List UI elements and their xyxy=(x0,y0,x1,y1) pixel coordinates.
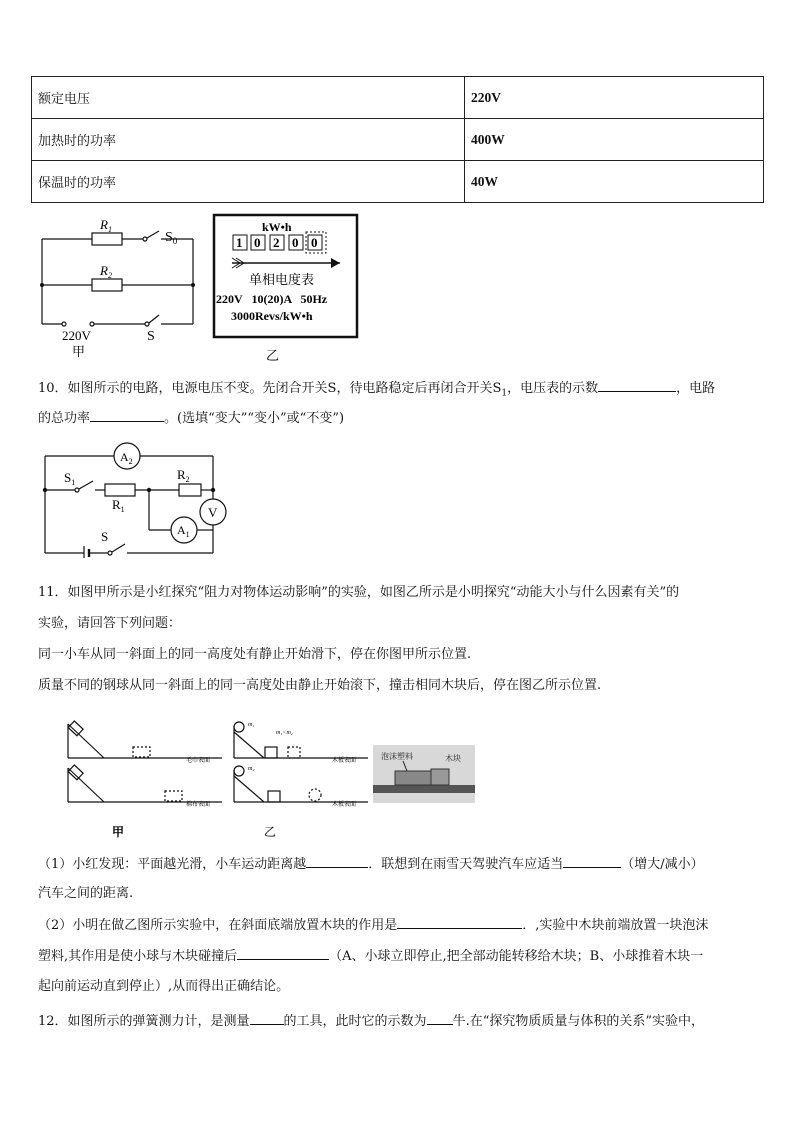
spec-table xyxy=(31,76,764,203)
answer-blank[interactable] xyxy=(90,409,164,422)
meter-digit: 0 xyxy=(292,235,299,250)
answer-blank[interactable] xyxy=(563,855,621,868)
question-12-line-1: 12．如图所示的弹簧测力计，是测量 的工具，此时它的示数为 牛.在“探究物质质量与体积的关系”实验中， xyxy=(38,1014,704,1029)
table-row xyxy=(32,119,764,161)
table-cell-label: 额定电压 xyxy=(32,77,465,119)
r1-label: $R_1$ xyxy=(100,217,112,234)
answer-blank[interactable] xyxy=(306,855,368,868)
question-11-line-2: 实验，请回答下列问题： xyxy=(38,616,182,631)
s1-label: $S_1$ xyxy=(64,470,76,487)
answer-blank[interactable] xyxy=(397,916,522,929)
question-11-part-2-line-3: 起向前运动直到停止）,从而得出正确结论。 xyxy=(38,979,290,994)
photo-label-foam: 泡沫塑料 xyxy=(381,752,413,761)
question-11-line-3: 同一小车从同一斜面上的同一高度处有静止开始滑下，停在你图甲所示位置. xyxy=(38,647,472,662)
switch-s-label: S xyxy=(101,529,109,544)
question-11-part-1-line-2: 汽车之间的距离. xyxy=(38,886,134,901)
table-cell-label: 保温时的功率 xyxy=(32,161,465,203)
r2-label: $R_2$ xyxy=(100,263,112,280)
r2-label: $R_2$ xyxy=(177,467,190,484)
answer-blank[interactable] xyxy=(598,379,676,392)
arrow-icon xyxy=(232,258,340,268)
meter-rating: 220V 10(20)A 50Hz xyxy=(216,292,328,306)
table-cell-label: 加热时的功率 xyxy=(32,119,465,161)
mass-label: m₂ xyxy=(248,766,255,772)
surface-label: 棉布表面 xyxy=(186,802,211,808)
ammeter-a2-label: $A_2$ xyxy=(120,450,133,466)
meter-digit: 1 xyxy=(236,235,243,250)
meter-digit: 0 xyxy=(311,235,318,250)
surface-label: 毛巾表面 xyxy=(186,758,211,764)
figure-caption-yi: 乙 xyxy=(264,825,277,839)
surface-label: 木板表面 xyxy=(332,758,357,764)
question-11-part-2-line-1: （2）小明在做乙图所示实验中，在斜面底端放置木块的作用是 ．,实验中木块前端放置一块泡沫 xyxy=(38,918,709,933)
meter-digit: 2 xyxy=(273,235,280,250)
meter-digit: 0 xyxy=(254,235,261,250)
answer-blank[interactable] xyxy=(237,947,329,960)
foam-block-photo xyxy=(373,745,475,803)
photo-label-block: 木块 xyxy=(445,754,461,763)
answer-blank[interactable] xyxy=(250,1012,284,1025)
mass-compare-label: m₁<m₂ xyxy=(276,730,293,736)
r1-label: $R_1$ xyxy=(112,497,125,514)
table-row xyxy=(32,77,764,119)
s0-label: $S_0$ xyxy=(165,230,178,246)
voltage-label: 220V xyxy=(62,328,91,343)
question-11-line-1: 11．如图甲所示是小红探究“阻力对物体运动影响”的实验，如图乙所示是小明探究“动能大小与什么因素有关”的 xyxy=(38,585,680,600)
meter-unit: kW•h xyxy=(262,220,292,234)
question-10-line-2: 的总功率 。(选填“变大”“变小”或“不变”) xyxy=(38,411,345,426)
figure-caption-jia: 甲 xyxy=(72,344,86,359)
s-label: S xyxy=(147,329,155,344)
table-row xyxy=(32,161,764,203)
figure-caption-jia: 甲 xyxy=(112,825,125,839)
question-11-part-2-line-2: 塑料,其作用是使小球与木块碰撞后 （A、小球立即停止,把全部动能转移给木块；B、小球推着木块一 xyxy=(38,949,704,964)
table-cell-value: 220V xyxy=(465,77,764,119)
figure-caption-yi: 乙 xyxy=(266,348,280,363)
question-10-line-1: 10．如图所示的电路，电源电压不变。先闭合开关S，待电路稳定后再闭合开关$S_1$，电压表的示数 ，电路 xyxy=(38,381,716,399)
figure-jia-ramps xyxy=(62,718,232,848)
circuit-diagram-jia xyxy=(35,212,210,362)
meter-revs: 3000Revs/kW•h xyxy=(231,309,313,323)
surface-label: 木板表面 xyxy=(332,802,357,808)
table-cell-value: 400W xyxy=(465,119,764,161)
voltmeter-label: V xyxy=(208,505,218,520)
question-11-line-4: 质量不同的钢球从同一斜面上的同一高度处由静止开始滚下，撞击相同木块后，停在图乙所示位置. xyxy=(38,678,602,693)
answer-blank[interactable] xyxy=(427,1012,453,1025)
mass-label: m₁ xyxy=(248,722,255,728)
figure-yi-ramps xyxy=(228,718,373,848)
meter-title: 单相电度表 xyxy=(249,272,315,287)
table-cell-value: 40W xyxy=(465,161,764,203)
electric-meter-diagram xyxy=(212,212,362,367)
ammeter-a1-label: $A_1$ xyxy=(177,523,190,539)
question-11-part-1-line-1: （1）小红发现：平面越光滑，小车运动距离越 ．联想到在雨雪天驾驶汽车应适当 （增大/减小） xyxy=(38,857,704,872)
circuit-diagram-q10 xyxy=(38,440,238,558)
